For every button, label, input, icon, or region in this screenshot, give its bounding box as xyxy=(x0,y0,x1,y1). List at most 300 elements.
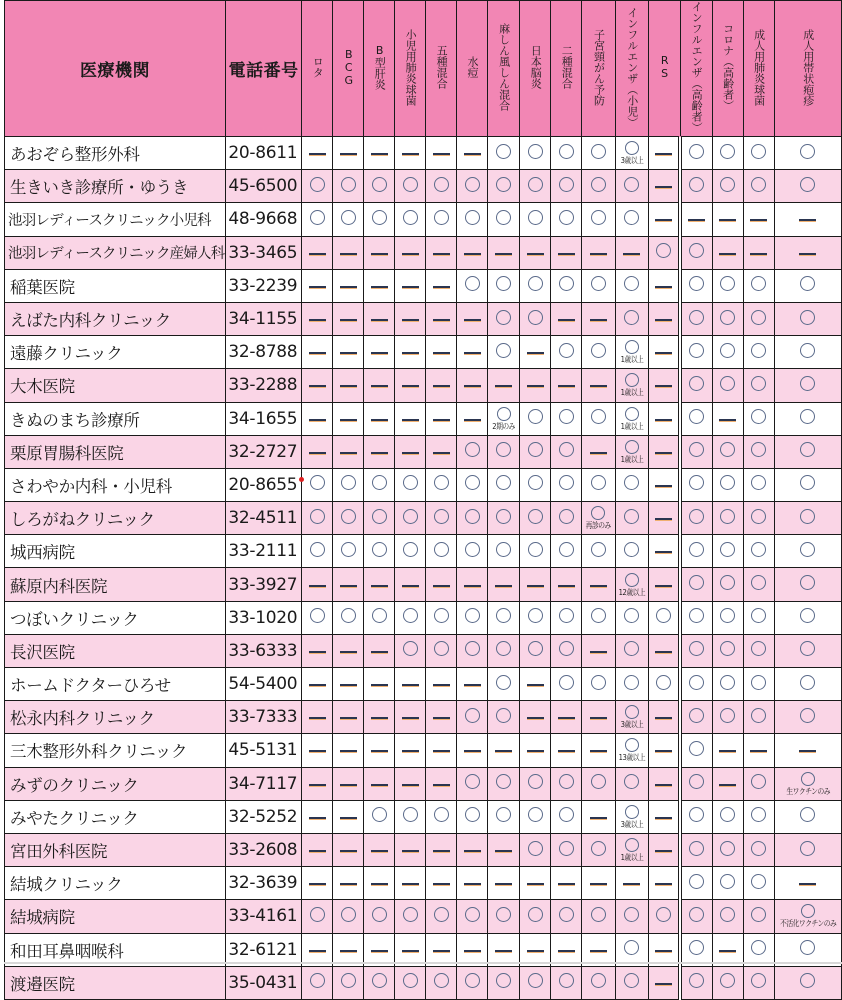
phone-number: 33-3927 xyxy=(228,574,298,595)
availability-cell-zoster_adult xyxy=(774,668,841,701)
available-circle-icon xyxy=(689,774,704,789)
availability-cell-dpt5 xyxy=(426,601,457,634)
clinic-phone xyxy=(225,767,301,800)
availability-cell-ppsv_adult xyxy=(743,137,774,170)
available-circle-icon xyxy=(403,641,418,656)
availability-cell-covid_senior xyxy=(712,137,743,170)
available-circle-icon xyxy=(591,608,606,623)
availability-cell-hepb xyxy=(364,203,395,236)
availability-cell-mr xyxy=(488,767,520,800)
not-available-dash-icon xyxy=(590,883,607,885)
not-available-dash-icon xyxy=(309,585,326,587)
available-circle-icon xyxy=(496,310,511,325)
availability-cell-je xyxy=(520,236,551,269)
availability-cell-flu_child xyxy=(615,535,648,568)
table-row xyxy=(5,502,842,535)
availability-cell-mr xyxy=(488,336,520,369)
availability-note: 1歳以上 xyxy=(620,388,644,398)
not-available-dash-icon xyxy=(340,684,357,686)
availability-cell-rs xyxy=(648,535,680,568)
available-circle-icon xyxy=(624,675,639,690)
column-header-label: RS xyxy=(658,54,672,80)
availability-cell-zoster_adult xyxy=(774,966,841,999)
availability-cell-hpv xyxy=(582,468,616,501)
availability-cell-flu_senior xyxy=(680,634,712,667)
not-available-dash-icon xyxy=(402,784,419,786)
availability-cell-rota xyxy=(302,402,333,435)
not-available-dash-icon xyxy=(655,950,672,952)
column-header-pcv_child xyxy=(395,1,426,137)
not-available-dash-icon xyxy=(655,883,672,885)
not-available-dash-icon xyxy=(371,585,388,587)
availability-cell-dpt5 xyxy=(426,468,457,501)
column-header-hepb xyxy=(364,1,395,137)
availability-cell-zoster_adult xyxy=(774,867,841,900)
availability-cell-mr xyxy=(488,867,520,900)
availability-cell-hpv xyxy=(582,302,616,335)
available-circle-icon xyxy=(689,874,704,889)
availability-cell-zoster_adult xyxy=(774,601,841,634)
not-available-dash-icon xyxy=(527,253,544,255)
not-available-dash-icon xyxy=(719,784,736,786)
availability-cell-hpv xyxy=(582,269,616,302)
availability-cell-je xyxy=(520,468,551,501)
available-circle-icon xyxy=(751,874,766,889)
not-available-dash-icon xyxy=(655,352,672,354)
availability-cell-pcv_child xyxy=(395,900,426,933)
table-row xyxy=(5,236,842,269)
available-circle-icon xyxy=(751,641,766,656)
availability-cell-hpv xyxy=(582,701,616,734)
clinic-name: みずのクリニック xyxy=(5,767,226,800)
not-available-dash-icon xyxy=(495,253,512,255)
table-row xyxy=(5,800,842,833)
availability-cell-bcg xyxy=(333,269,364,302)
available-circle-icon xyxy=(720,376,735,391)
clinic-phone xyxy=(225,634,301,667)
not-available-dash-icon xyxy=(433,319,450,321)
availability-cell-rota xyxy=(302,203,333,236)
availability-cell-je xyxy=(520,568,551,601)
table-row xyxy=(5,435,842,468)
availability-cell-flu_senior xyxy=(680,833,712,866)
availability-cell-varicella xyxy=(457,966,488,999)
table-row xyxy=(5,734,842,767)
available-circle-icon xyxy=(341,542,356,557)
clinic-phone xyxy=(225,402,301,435)
not-available-dash-icon xyxy=(402,684,419,686)
not-available-dash-icon xyxy=(402,352,419,354)
available-circle-icon xyxy=(403,973,418,988)
available-circle-icon xyxy=(689,409,704,424)
available-circle-icon xyxy=(559,442,574,457)
available-circle-icon xyxy=(751,841,766,856)
available-circle-icon xyxy=(496,973,511,988)
availability-cell-flu_child xyxy=(615,302,648,335)
clinic-phone xyxy=(225,867,301,900)
column-header-label: ロタ xyxy=(311,56,325,78)
not-available-dash-icon xyxy=(558,585,575,587)
availability-cell-dt2 xyxy=(551,203,582,236)
available-circle-icon xyxy=(559,907,574,922)
availability-cell-dt2 xyxy=(551,668,582,701)
available-circle-icon xyxy=(656,608,671,623)
available-circle-icon xyxy=(800,841,815,856)
availability-cell-flu_senior xyxy=(680,800,712,833)
availability-cell-dpt5 xyxy=(426,435,457,468)
phone-number: 33-3465 xyxy=(228,242,298,263)
availability-cell-zoster_adult xyxy=(774,369,841,402)
availability-cell-covid_senior xyxy=(712,369,743,402)
column-header-label: BCG xyxy=(342,47,356,87)
available-circle-icon xyxy=(591,675,606,690)
availability-cell-hpv xyxy=(582,170,616,203)
availability-cell-flu_child xyxy=(615,203,648,236)
phone-number: 20-8611 xyxy=(228,143,298,164)
available-circle-icon xyxy=(751,177,766,192)
availability-cell-dpt5 xyxy=(426,867,457,900)
not-available-dash-icon xyxy=(309,883,326,885)
table-row xyxy=(5,369,842,402)
available-circle-icon xyxy=(528,807,543,822)
available-circle-icon xyxy=(624,641,639,656)
column-header-je xyxy=(520,1,551,137)
available-circle-icon xyxy=(434,542,449,557)
available-circle-icon xyxy=(751,276,766,291)
not-available-dash-icon xyxy=(402,883,419,885)
not-available-dash-icon xyxy=(433,717,450,719)
availability-cell-flu_senior xyxy=(680,535,712,568)
availability-cell-rs xyxy=(648,668,680,701)
clinic-phone xyxy=(225,601,301,634)
available-circle-icon xyxy=(403,177,418,192)
not-available-dash-icon xyxy=(402,452,419,454)
availability-cell-flu_child xyxy=(615,800,648,833)
available-circle-icon xyxy=(689,276,704,291)
availability-cell-pcv_child xyxy=(395,369,426,402)
availability-note: 再診のみ xyxy=(585,521,612,531)
availability-cell-covid_senior xyxy=(712,767,743,800)
availability-cell-rs xyxy=(648,269,680,302)
available-circle-icon xyxy=(372,509,387,524)
available-circle-icon xyxy=(465,774,480,789)
available-circle-icon xyxy=(625,805,639,819)
available-circle-icon xyxy=(624,177,639,192)
availability-cell-covid_senior xyxy=(712,170,743,203)
phone-number: 32-2727 xyxy=(228,441,298,462)
availability-cell-dt2 xyxy=(551,336,582,369)
availability-cell-flu_senior xyxy=(680,701,712,734)
available-circle-icon xyxy=(528,509,543,524)
availability-cell-mr xyxy=(488,170,520,203)
column-header-label: 小児用肺炎球菌 xyxy=(404,28,418,106)
availability-cell-rs xyxy=(648,966,680,999)
available-circle-icon xyxy=(751,940,766,955)
availability-cell-pcv_child xyxy=(395,502,426,535)
not-available-dash-icon xyxy=(495,883,512,885)
availability-cell-dpt5 xyxy=(426,402,457,435)
availability-cell-ppsv_adult xyxy=(743,468,774,501)
not-available-dash-icon xyxy=(402,850,419,852)
not-available-dash-icon xyxy=(590,452,607,454)
available-circle-icon xyxy=(751,575,766,590)
availability-cell-hepb xyxy=(364,170,395,203)
not-available-dash-icon xyxy=(433,253,450,255)
availability-cell-flu_child xyxy=(615,402,648,435)
availability-cell-ppsv_adult xyxy=(743,568,774,601)
available-circle-icon xyxy=(751,442,766,457)
table-row xyxy=(5,170,842,203)
not-available-dash-icon xyxy=(309,950,326,952)
availability-cell-flu_child xyxy=(615,502,648,535)
availability-cell-dt2 xyxy=(551,966,582,999)
availability-cell-mr xyxy=(488,668,520,701)
availability-cell-dpt5 xyxy=(426,535,457,568)
available-circle-icon xyxy=(751,973,766,988)
not-available-dash-icon xyxy=(371,717,388,719)
phone-number: 33-1020 xyxy=(228,607,298,628)
available-circle-icon xyxy=(434,907,449,922)
availability-cell-dpt5 xyxy=(426,369,457,402)
available-circle-icon xyxy=(689,575,704,590)
availability-cell-je xyxy=(520,668,551,701)
available-circle-icon xyxy=(689,907,704,922)
available-circle-icon xyxy=(720,542,735,557)
not-available-dash-icon xyxy=(464,385,481,387)
availability-cell-je xyxy=(520,800,551,833)
availability-cell-hepb xyxy=(364,634,395,667)
clinic-phone xyxy=(225,435,301,468)
availability-cell-flu_senior xyxy=(680,137,712,170)
availability-cell-varicella xyxy=(457,535,488,568)
available-circle-icon xyxy=(465,907,480,922)
availability-cell-zoster_adult xyxy=(774,468,841,501)
clinic-phone xyxy=(225,568,301,601)
availability-cell-ppsv_adult xyxy=(743,502,774,535)
availability-cell-varicella xyxy=(457,369,488,402)
available-circle-icon xyxy=(591,144,606,159)
availability-cell-covid_senior xyxy=(712,966,743,999)
clinic-name: 城西病院 xyxy=(5,535,226,568)
available-circle-icon xyxy=(528,276,543,291)
not-available-dash-icon xyxy=(371,651,388,653)
availability-cell-mr xyxy=(488,269,520,302)
availability-cell-mr xyxy=(488,203,520,236)
not-available-dash-icon xyxy=(590,950,607,952)
not-available-dash-icon xyxy=(433,750,450,752)
not-available-dash-icon xyxy=(309,850,326,852)
available-circle-icon xyxy=(528,144,543,159)
available-circle-icon xyxy=(528,475,543,490)
not-available-dash-icon xyxy=(799,219,816,221)
availability-cell-covid_senior xyxy=(712,302,743,335)
availability-cell-pcv_child xyxy=(395,336,426,369)
availability-cell-mr xyxy=(488,302,520,335)
available-circle-icon xyxy=(751,376,766,391)
available-circle-icon xyxy=(625,738,639,752)
red-marker-dot xyxy=(299,477,304,482)
not-available-dash-icon xyxy=(340,651,357,653)
not-available-dash-icon xyxy=(655,850,672,852)
availability-note: 3歳以上 xyxy=(620,156,644,166)
available-circle-icon xyxy=(310,973,325,988)
available-circle-icon xyxy=(689,973,704,988)
availability-cell-rota xyxy=(302,236,333,269)
availability-cell-je xyxy=(520,701,551,734)
availability-cell-rs xyxy=(648,900,680,933)
clinic-phone xyxy=(225,701,301,734)
availability-cell-dt2 xyxy=(551,236,582,269)
not-available-dash-icon xyxy=(558,883,575,885)
available-circle-icon xyxy=(689,243,704,258)
available-circle-icon xyxy=(559,210,574,225)
available-circle-icon xyxy=(751,509,766,524)
not-available-dash-icon xyxy=(655,186,672,188)
table-row xyxy=(5,601,842,634)
available-circle-icon xyxy=(720,509,735,524)
availability-cell-bcg xyxy=(333,402,364,435)
not-available-dash-icon xyxy=(340,352,357,354)
availability-cell-varicella xyxy=(457,734,488,767)
available-circle-icon xyxy=(496,276,511,291)
availability-cell-hpv xyxy=(582,236,616,269)
not-available-dash-icon xyxy=(371,253,388,255)
column-header-label: インフルエンザ︵高齢者︶ xyxy=(690,1,704,133)
available-circle-icon xyxy=(434,973,449,988)
availability-cell-flu_child xyxy=(615,435,648,468)
available-circle-icon xyxy=(800,177,815,192)
availability-cell-zoster_adult xyxy=(774,435,841,468)
available-circle-icon xyxy=(720,874,735,889)
available-circle-icon xyxy=(434,641,449,656)
not-available-dash-icon xyxy=(402,950,419,952)
availability-cell-bcg xyxy=(333,800,364,833)
availability-cell-varicella xyxy=(457,634,488,667)
availability-cell-rota xyxy=(302,634,333,667)
not-available-dash-icon xyxy=(655,983,672,985)
availability-cell-flu_child xyxy=(615,634,648,667)
availability-cell-covid_senior xyxy=(712,435,743,468)
table-row xyxy=(5,833,842,866)
availability-cell-flu_child xyxy=(615,966,648,999)
available-circle-icon xyxy=(624,940,639,955)
availability-cell-hepb xyxy=(364,468,395,501)
availability-cell-hepb xyxy=(364,402,395,435)
not-available-dash-icon xyxy=(340,452,357,454)
available-circle-icon xyxy=(496,475,511,490)
available-circle-icon xyxy=(591,409,606,424)
availability-cell-zoster_adult xyxy=(774,137,841,170)
available-circle-icon xyxy=(624,475,639,490)
not-available-dash-icon xyxy=(340,750,357,752)
available-circle-icon xyxy=(800,608,815,623)
available-circle-icon xyxy=(751,310,766,325)
available-circle-icon xyxy=(800,343,815,358)
not-available-dash-icon xyxy=(433,684,450,686)
availability-cell-mr xyxy=(488,468,520,501)
available-circle-icon xyxy=(559,542,574,557)
availability-cell-hpv xyxy=(582,833,616,866)
not-available-dash-icon xyxy=(527,585,544,587)
not-available-dash-icon xyxy=(309,452,326,454)
available-circle-icon xyxy=(372,177,387,192)
availability-cell-flu_senior xyxy=(680,767,712,800)
not-available-dash-icon xyxy=(433,385,450,387)
availability-cell-rs xyxy=(648,170,680,203)
availability-cell-rota xyxy=(302,435,333,468)
availability-cell-varicella xyxy=(457,668,488,701)
available-circle-icon xyxy=(591,542,606,557)
not-available-dash-icon xyxy=(495,385,512,387)
available-circle-icon xyxy=(434,475,449,490)
availability-cell-rota xyxy=(302,535,333,568)
not-available-dash-icon xyxy=(402,286,419,288)
not-available-dash-icon xyxy=(309,651,326,653)
availability-cell-dt2 xyxy=(551,833,582,866)
available-circle-icon xyxy=(496,509,511,524)
not-available-dash-icon xyxy=(340,717,357,719)
not-available-dash-icon xyxy=(433,585,450,587)
availability-cell-flu_senior xyxy=(680,236,712,269)
clinic-name: みやたクリニック xyxy=(5,800,226,833)
not-available-dash-icon xyxy=(495,850,512,852)
available-circle-icon xyxy=(496,774,511,789)
available-circle-icon xyxy=(689,376,704,391)
phone-number: 54-5400 xyxy=(228,674,298,695)
available-circle-icon xyxy=(465,442,480,457)
clinic-phone xyxy=(225,734,301,767)
clinic-name: 大木医院 xyxy=(5,369,226,402)
available-circle-icon xyxy=(800,276,815,291)
availability-cell-rota xyxy=(302,269,333,302)
availability-cell-zoster_adult xyxy=(774,336,841,369)
availability-note: 3歳以上 xyxy=(620,819,644,829)
phone-number: 48-9668 xyxy=(228,209,298,230)
availability-cell-je xyxy=(520,336,551,369)
not-available-dash-icon xyxy=(655,153,672,155)
not-available-dash-icon xyxy=(495,950,512,952)
availability-cell-flu_senior xyxy=(680,302,712,335)
available-circle-icon xyxy=(751,807,766,822)
availability-cell-dpt5 xyxy=(426,800,457,833)
clinic-name: 生きいき診療所・ゆうき xyxy=(5,170,226,203)
availability-cell-rs xyxy=(648,302,680,335)
not-available-dash-icon xyxy=(309,750,326,752)
availability-cell-bcg xyxy=(333,502,364,535)
not-available-dash-icon xyxy=(527,385,544,387)
not-available-dash-icon xyxy=(527,352,544,354)
availability-cell-dt2 xyxy=(551,269,582,302)
table-row xyxy=(5,137,842,170)
available-circle-icon xyxy=(372,907,387,922)
not-available-dash-icon xyxy=(340,883,357,885)
not-available-dash-icon xyxy=(371,419,388,421)
available-circle-icon xyxy=(465,807,480,822)
availability-cell-zoster_adult xyxy=(774,535,841,568)
availability-cell-pcv_child xyxy=(395,601,426,634)
available-circle-icon xyxy=(800,641,815,656)
available-circle-icon xyxy=(403,210,418,225)
available-circle-icon xyxy=(624,310,639,325)
availability-cell-bcg xyxy=(333,170,364,203)
available-circle-icon xyxy=(720,575,735,590)
availability-cell-pcv_child xyxy=(395,966,426,999)
available-circle-icon xyxy=(800,509,815,524)
availability-cell-pcv_child xyxy=(395,701,426,734)
not-available-dash-icon xyxy=(371,784,388,786)
availability-cell-varicella xyxy=(457,900,488,933)
availability-cell-flu_child xyxy=(615,701,648,734)
